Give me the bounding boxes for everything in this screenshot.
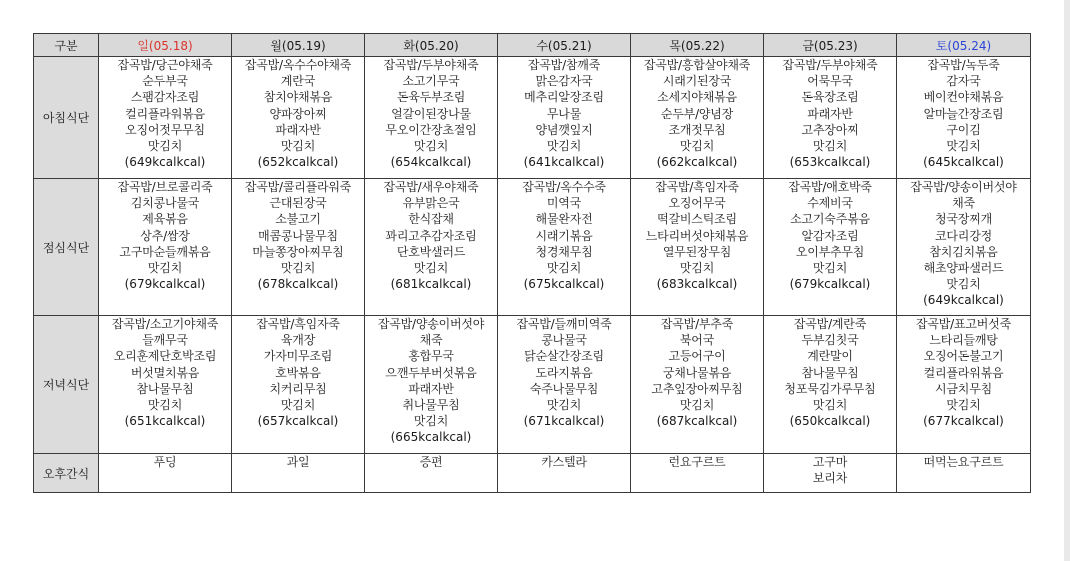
snack-item: 증편 [419,455,443,469]
menu-item: 알마늘간장조림 [923,106,1004,121]
menu-item: 잡곡밥/양송이버섯야 [377,317,485,331]
menu-item: 시래기된장국 [662,74,732,89]
menu-item: 메추리알장조림 [524,90,604,105]
menu-item: 잡곡밥/양송이버섯야 [910,180,1017,194]
snack-cell-sun [99,454,232,493]
menu-item: 계란국 [280,74,316,89]
menu-cell-tue [365,316,498,454]
menu-item: 느타리버섯야채볶음 [645,228,749,243]
menu-item: 고추잎장아찌무침 [651,381,743,396]
menu-item: 맛김치 [147,139,183,154]
snack-item: 푸딩 [153,455,177,469]
menu-item: 육개장 [280,333,316,348]
menu-cell-wed [498,316,631,454]
menu-cell-tue [365,179,498,316]
calorie-total: (651kcalkcal) [124,414,206,429]
calorie-total: (662kcalkcal) [656,155,738,170]
menu-item: 홍합무국 [408,349,454,364]
menu-item: 버섯멸치볶음 [130,365,200,380]
calorie-total: (677kcalkcal) [923,414,1004,429]
snack-cell-fri [764,454,897,493]
menu-item: 닭순살간장조림 [524,349,604,364]
scrollbar-track[interactable] [1064,0,1070,561]
menu-item: 파래자반 [807,106,853,121]
menu-cell-thu [631,316,764,454]
menu-item: 꽈리고추감자조림 [385,228,477,243]
corner-header: 구분 [34,34,99,57]
menu-item: 시금치무침 [935,381,992,396]
menu-item: 잡곡밥/흥합살야채죽 [643,58,751,72]
menu-item: 도라지볶음 [535,365,593,380]
weekly-meal-table [33,33,1031,493]
menu-item: 돈육두부조림 [396,90,466,105]
day-header-thu: 목(05.22) [631,34,764,57]
menu-item: 구이김 [946,122,981,137]
menu-item: 참치야채볶음 [263,90,333,105]
menu-item: 맛김치 [946,398,981,413]
calorie-total: (671kcalkcal) [523,414,605,429]
lunch-row [34,179,1031,316]
menu-item: 숙주나물무침 [529,381,599,396]
header-row [34,34,1031,57]
menu-item: 취나물무침 [402,398,460,413]
menu-item: 열무된장무침 [662,244,732,259]
menu-item: 소고기숙주볶음 [790,212,870,227]
menu-cell-mon [232,316,365,454]
menu-item: 잡곡밥/콜리플라워죽 [244,180,352,194]
calorie-total: (650kcalkcal) [789,414,871,429]
menu-item: 맛김치 [147,398,183,413]
menu-item: 으깬두부버섯볶음 [385,365,477,380]
menu-cell-fri [764,57,897,179]
calorie-total: (679kcalkcal) [124,277,206,292]
menu-item: 잡곡밥/두부야채죽 [782,58,878,72]
dinner-row [34,316,1031,454]
menu-item: 가자미무조림 [263,349,333,364]
menu-cell-sun [99,57,232,179]
calorie-total: (649kcalkcal) [923,293,1004,308]
snack-item: 런요구르트 [668,455,726,469]
day-header-tue: 화(05.20) [365,34,498,57]
menu-item: 오징어젓무무침 [125,122,205,137]
menu-item: 참치김치볶음 [929,244,998,259]
menu-item: 맛김치 [812,398,848,413]
menu-item: 잡곡밥/표고버섯죽 [916,317,1011,331]
menu-item: 오이부추무침 [795,244,865,259]
menu-item: 김치콩나물국 [130,196,200,211]
menu-item: 느타리들깨탕 [929,333,998,348]
menu-item: 파래자반 [408,381,454,396]
day-header-wed: 수(05.21) [498,34,631,57]
menu-item: 양념깻잎지 [535,122,593,137]
calorie-total: (652kcalkcal) [257,155,339,170]
menu-item: 잡곡밥/옥수수죽 [522,180,606,194]
day-header-sun: 일(05.18) [99,34,232,57]
menu-item: 떡갈비스틱조림 [657,212,737,227]
menu-item: 잡곡밥/부추죽 [660,317,734,331]
menu-item: 스팸감자조림 [130,90,200,105]
menu-item: 무나물 [546,106,582,121]
menu-item: 잡곡밥/새우야채죽 [383,180,479,194]
calorie-total: (683kcalkcal) [656,277,738,292]
menu-item: 잡곡밥/참깨죽 [527,58,601,72]
menu-item: 잡곡밥/두부야채죽 [383,58,479,72]
menu-item: 고등어구이 [668,349,726,364]
menu-item: 계란말이 [807,349,853,364]
menu-item: 맛김치 [812,261,848,276]
menu-item: 순두부/양념장 [660,106,734,121]
calorie-total: (675kcalkcal) [523,277,605,292]
menu-item: 잡곡밥/브로콜리죽 [117,180,213,194]
menu-item: 매콤콩나물무침 [258,228,338,243]
menu-cell-mon [232,179,365,316]
menu-item: 해초양파샐러드 [923,261,1004,276]
menu-item: 상추/쌈장 [140,228,190,243]
menu-item: 맛김치 [679,261,715,276]
menu-item: 컬리플라워볶음 [125,106,205,121]
menu-item: 한식잡채 [408,212,454,227]
menu-item: 궁채나물볶음 [662,365,732,380]
menu-item: 맑은감자국 [535,74,593,89]
menu-item: 맛김치 [147,261,183,276]
day-header-sat: 토(05.24) [897,34,1031,57]
menu-item: 콩나물국 [541,333,587,348]
menu-item: 호박볶음 [275,365,321,380]
menu-item: 양파장아찌 [269,106,327,121]
menu-item: 어묵무국 [807,74,853,89]
calorie-total: (654kcalkcal) [390,155,472,170]
snack-item: 카스텔라 [541,455,587,469]
menu-item: 맛김치 [280,261,316,276]
menu-item: 맛김치 [280,398,316,413]
menu-cell-wed [498,179,631,316]
calorie-total: (649kcalkcal) [124,155,206,170]
snack-cell-mon [232,454,365,493]
menu-item: 고추장아찌 [801,122,859,137]
menu-item: 컬리플라워볶음 [923,365,1004,380]
snack-item: 과일 [286,455,310,469]
snack-cell-thu [631,454,764,493]
menu-item: 맛김치 [546,139,582,154]
menu-item: 청포묵김가루무침 [784,381,876,396]
menu-item: 맛김치 [679,398,715,413]
menu-item: 소세지야채볶음 [657,90,737,105]
menu-item: 잡곡밥/들깨미역죽 [516,317,612,331]
menu-item: 맛김치 [812,139,848,154]
menu-cell-mon [232,57,365,179]
menu-cell-tue [365,57,498,179]
menu-item: 돈육장조림 [801,90,859,105]
menu-item: 소불고기 [275,212,321,227]
menu-item: 소고기무국 [402,74,460,89]
menu-item: 베이컨야채볶음 [923,90,1004,105]
menu-item: 알감자조림 [801,228,859,243]
menu-item: 코다리강정 [935,228,992,243]
menu-item: 수제비국 [807,196,853,211]
menu-item: 파래자반 [275,122,321,137]
snack-cell-sat [897,454,1031,493]
menu-item: 청경채무침 [535,244,593,259]
menu-cell-fri [764,316,897,454]
menu-item: 채죽 [952,196,975,211]
menu-item: 참나물무침 [136,381,194,396]
calorie-total: (641kcalkcal) [523,155,605,170]
menu-item: 맛김치 [413,139,449,154]
menu-item: 잡곡밥/계란죽 [793,317,867,331]
menu-item: 맛김치 [679,139,715,154]
menu-item: 얼갈이된장나물 [391,106,471,121]
menu-cell-thu [631,179,764,316]
menu-item: 고구마순들깨볶음 [119,244,211,259]
row-label-snack: 오후간식 [34,454,99,493]
row-label-lunch: 점심식단 [34,179,99,316]
menu-item: 조개젓무침 [668,122,726,137]
menu-cell-thu [631,57,764,179]
calorie-total: (653kcalkcal) [789,155,871,170]
menu-item: 잡곡밥/소고기야채죽 [111,317,219,331]
menu-item: 잡곡밥/당근야채죽 [117,58,213,72]
day-header-mon: 월(05.19) [232,34,365,57]
menu-item: 오징어돈불고기 [923,349,1004,364]
calorie-total: (657kcalkcal) [257,414,339,429]
menu-cell-sat [897,57,1031,179]
menu-item: 잡곡밥/흑임자죽 [655,180,739,194]
snack-item: 보리차 [812,471,848,486]
menu-item: 맛김치 [946,277,981,292]
menu-item: 맛김치 [946,139,981,154]
menu-item: 맛김치 [413,261,449,276]
menu-item: 잡곡밥/옥수수야채죽 [244,58,352,72]
menu-item: 유부맑은국 [402,196,460,211]
menu-cell-fri [764,179,897,316]
menu-cell-sun [99,179,232,316]
menu-item: 북어국 [679,333,715,348]
menu-item: 해물완자전 [535,212,593,227]
menu-item: 감자국 [946,74,981,89]
calorie-total: (679kcalkcal) [789,277,871,292]
menu-item: 참나물무침 [801,365,859,380]
snack-cell-tue [365,454,498,493]
menu-item: 맛김치 [546,398,582,413]
row-label-dinner: 저녁식단 [34,316,99,454]
calorie-total: (678kcalkcal) [257,277,339,292]
menu-item: 맛김치 [546,261,582,276]
menu-item: 오징어무국 [668,196,726,211]
calorie-total: (645kcalkcal) [923,155,1004,170]
menu-item: 무오이간장초절임 [385,122,477,137]
calorie-total: (687kcalkcal) [656,414,738,429]
calorie-total: (681kcalkcal) [390,277,472,292]
day-header-fri: 금(05.23) [764,34,897,57]
menu-cell-sat [897,179,1031,316]
snack-item: 고구마 [812,455,848,469]
menu-item: 미역국 [546,196,582,211]
menu-item: 근대된장국 [269,196,327,211]
menu-item: 오리훈제단호박조림 [113,349,217,364]
snack-cell-wed [498,454,631,493]
menu-item: 마늘쫑장아찌무침 [252,244,344,259]
menu-item: 순두부국 [142,74,188,89]
menu-cell-sat [897,316,1031,454]
menu-item: 잡곡밥/흑임자죽 [256,317,340,331]
menu-item: 시래기볶음 [535,228,593,243]
menu-item: 잡곡밥/녹두죽 [927,58,1000,72]
menu-item: 맛김치 [280,139,316,154]
breakfast-row [34,57,1031,179]
menu-cell-wed [498,57,631,179]
menu-cell-sun [99,316,232,454]
snack-row [34,454,1031,493]
menu-item: 채죽 [419,333,443,348]
menu-item: 두부김칫국 [801,333,859,348]
calorie-total: (665kcalkcal) [390,430,472,445]
menu-item: 치커리무침 [269,381,327,396]
menu-item: 제육볶음 [142,212,188,227]
row-label-breakfast: 아침식단 [34,57,99,179]
menu-item: 잡곡밥/애호박죽 [788,180,872,194]
menu-item: 들깨무국 [142,333,188,348]
menu-item: 단호박샐러드 [396,244,466,259]
snack-item: 떠먹는요구르트 [923,455,1004,469]
menu-item: 맛김치 [413,414,449,429]
menu-item: 청국장찌개 [935,212,992,227]
